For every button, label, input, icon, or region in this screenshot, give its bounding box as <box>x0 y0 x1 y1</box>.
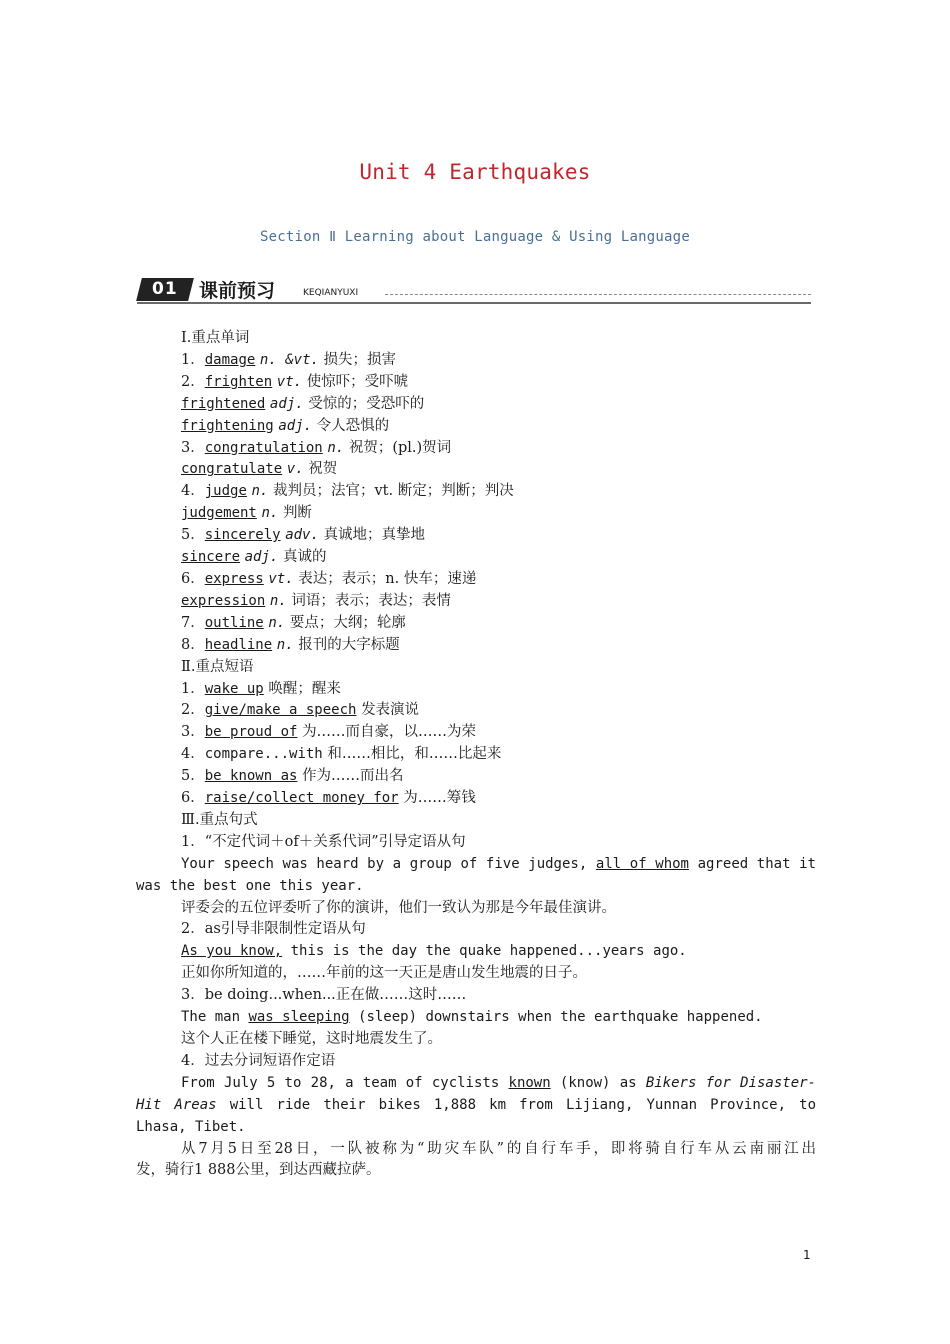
vocab-word: frighten <box>204 373 273 390</box>
vocab-number: 7． <box>181 614 205 631</box>
vocab-list <box>136 350 816 657</box>
phrase-text: give/make a speech <box>204 702 357 719</box>
vocab-item <box>136 547 816 569</box>
vocab-part-of-speech: adv. <box>285 527 319 544</box>
vocab-part-of-speech: n. <box>276 636 294 653</box>
phrase-list <box>136 679 816 810</box>
section-subtitle: Section Ⅱ Learning about Language & Using Language <box>260 229 690 245</box>
vocab-word: express <box>204 570 264 587</box>
vocab-word: damage <box>204 351 256 368</box>
vocab-meaning: 裁判员；法官；vt. 断定；判断；判决 <box>272 483 514 500</box>
phrases-heading: Ⅱ.重点短语 <box>181 658 254 675</box>
phrase-meaning: 作为……而出名 <box>302 768 404 785</box>
phrase-item <box>136 700 816 722</box>
phrase-text: compare...with <box>204 746 323 763</box>
sentence-4-chinese: 从7月5日至28日，一队被称为“助灾车队”的自行车手，即将骑自行车从云南丽江出 <box>181 1140 816 1157</box>
phrase-meaning: 为……而自豪，以……为荣 <box>302 724 477 741</box>
sentence-1-chinese: 评委会的五位评委听了你的演讲，他们一致认为那是今年最佳演讲。 <box>181 899 616 916</box>
sentence-3-chinese: 这个人正在楼下睡觉，这时地震发生了。 <box>181 1031 442 1047</box>
vocab-word: sincere <box>181 549 241 566</box>
vocab-item <box>136 372 816 394</box>
vocab-meaning: 判断 <box>282 505 312 522</box>
vocab-item <box>136 394 816 416</box>
vocab-item <box>136 481 816 503</box>
vocab-item <box>136 503 816 525</box>
vocab-part-of-speech: adj. <box>269 395 304 412</box>
phrase-number: 1． <box>181 680 205 697</box>
vocab-part-of-speech: v. <box>286 461 304 478</box>
vocab-number: 5． <box>181 527 205 544</box>
vocab-item <box>136 525 816 547</box>
phrase-item <box>136 679 816 701</box>
vocab-meaning: 表达；表示；n. 快车；速递 <box>298 570 477 587</box>
vocab-part-of-speech: adj. <box>244 549 279 566</box>
sentence-1-title: 1．“不定代词＋of＋关系代词”引导定语从句 <box>181 833 466 850</box>
sentence-2-english: As you know, this is the day the quake happened...years ago. <box>181 943 687 960</box>
vocab-item <box>136 613 816 635</box>
sentences-heading: Ⅲ.重点句式 <box>181 811 258 828</box>
vocab-item <box>136 459 816 481</box>
vocab-meaning: 损失；损害 <box>323 351 397 368</box>
vocab-item <box>136 438 816 460</box>
vocab-item <box>136 569 816 591</box>
banner-rule <box>137 302 811 304</box>
vocab-number: 4． <box>181 483 205 500</box>
vocab-item <box>136 591 816 613</box>
phrase-text: wake up <box>204 680 264 697</box>
vocab-item <box>136 416 816 438</box>
section-number-badge: 01 <box>136 278 194 301</box>
phrase-text: be known as <box>204 768 298 785</box>
sentence-4-title: 4．过去分词短语作定语 <box>181 1052 336 1069</box>
sentence-3-title: 3．be doing...when...正在做……这时…… <box>181 987 467 1004</box>
vocab-number: 2． <box>181 373 205 390</box>
sentence-2-chinese: 正如你所知道的，……年前的这一天正是唐山发生地震的日子。 <box>181 965 587 982</box>
phrase-text: be proud of <box>204 724 298 741</box>
vocab-meaning: 真诚地；真挚地 <box>323 527 426 544</box>
vocab-word: judge <box>204 483 247 500</box>
vocab-item <box>136 350 816 372</box>
vocab-meaning: 祝贺；(pl.)贺词 <box>348 439 452 456</box>
vocab-word: congratulate <box>181 461 283 478</box>
banner-pinyin: KEQIANYUXI <box>303 288 359 298</box>
banner-label: 课前预习 <box>199 280 276 302</box>
vocab-part-of-speech: n. <box>268 614 286 631</box>
phrase-meaning: 发表演说 <box>361 702 420 719</box>
phrase-item <box>136 722 816 744</box>
phrase-meaning: 唤醒；醒来 <box>268 680 341 697</box>
unit-title: Unit 4 Earthquakes <box>359 160 591 184</box>
vocab-word: frightened <box>181 395 266 412</box>
vocab-part-of-speech: n. <box>261 505 279 522</box>
vocab-meaning: 报刊的大字标题 <box>298 636 400 653</box>
vocab-number: 3． <box>181 439 205 456</box>
page-number: 1 <box>803 1248 811 1262</box>
sentence-4-english: From July 5 to 28, a team of cyclists known (know) as Bikers for Disaster- <box>181 1074 816 1091</box>
vocab-part-of-speech: n. &vt. <box>259 351 319 368</box>
vocab-part-of-speech: vt. <box>268 570 294 587</box>
vocab-word: expression <box>181 592 266 609</box>
phrase-item <box>136 744 816 766</box>
vocab-number: 8． <box>181 636 205 653</box>
vocab-word: frightening <box>181 417 274 434</box>
phrase-number: 6． <box>181 790 205 807</box>
vocab-item <box>136 635 816 657</box>
phrase-number: 5． <box>181 768 205 785</box>
vocab-word: sincerely <box>204 527 281 544</box>
vocab-part-of-speech: n. <box>269 592 287 609</box>
vocab-part-of-speech: vt. <box>276 373 303 390</box>
phrase-meaning: 为……筹钱 <box>403 790 476 807</box>
vocab-meaning: 使惊吓；受吓唬 <box>306 373 409 390</box>
banner-dashed-line <box>385 294 811 295</box>
sentence-4-english-cont: Hit Areas will ride their bikes 1,888 km from Lijiang, Yunnan Province, to <box>136 1096 817 1113</box>
vocab-meaning: 祝贺 <box>308 461 338 478</box>
vocab-meaning: 受惊的；受恐吓的 <box>308 395 425 412</box>
vocab-word: headline <box>204 636 273 653</box>
vocab-meaning: 令人恐惧的 <box>316 417 390 434</box>
vocab-number: 1． <box>181 351 205 368</box>
sentence-4-english-end: Lhasa, Tibet. <box>136 1118 246 1135</box>
sentence-1-english-cont: was the best one this year. <box>136 877 364 894</box>
sentence-4-chinese-cont: 发，骑行1 888公里，到达西藏拉萨。 <box>136 1162 381 1179</box>
vocab-part-of-speech: n. <box>327 439 345 456</box>
vocab-word: judgement <box>181 505 257 522</box>
phrase-number: 3． <box>181 724 205 741</box>
vocab-meaning: 词语；表示；表达；表情 <box>291 592 451 609</box>
phrase-number: 2． <box>181 702 205 719</box>
sentence-2-title: 2．as引导非限制性定语从句 <box>181 921 366 938</box>
sentence-1-english: Your speech was heard by a group of five judges, all of whom agreed that it <box>181 855 816 872</box>
document-body <box>136 328 816 1182</box>
vocab-meaning: 要点；大纲；轮廓 <box>289 614 406 631</box>
sentence-3-english: The man was sleeping (sleep) downstairs when the earthquake happened. <box>181 1009 763 1026</box>
vocab-number: 6． <box>181 570 205 587</box>
section-banner <box>137 274 811 304</box>
vocab-part-of-speech: adj. <box>278 417 313 434</box>
vocab-part-of-speech: n. <box>251 483 269 500</box>
phrase-number: 4． <box>181 746 205 763</box>
vocab-heading: Ⅰ.重点单词 <box>181 330 250 346</box>
vocab-meaning: 真诚的 <box>282 549 327 566</box>
phrase-item <box>136 766 816 788</box>
phrase-item <box>136 788 816 810</box>
vocab-word: congratulation <box>204 439 323 456</box>
phrase-meaning: 和……相比，和……比起来 <box>327 746 502 763</box>
phrase-text: raise/collect money for <box>204 790 399 807</box>
vocab-word: outline <box>204 614 264 631</box>
